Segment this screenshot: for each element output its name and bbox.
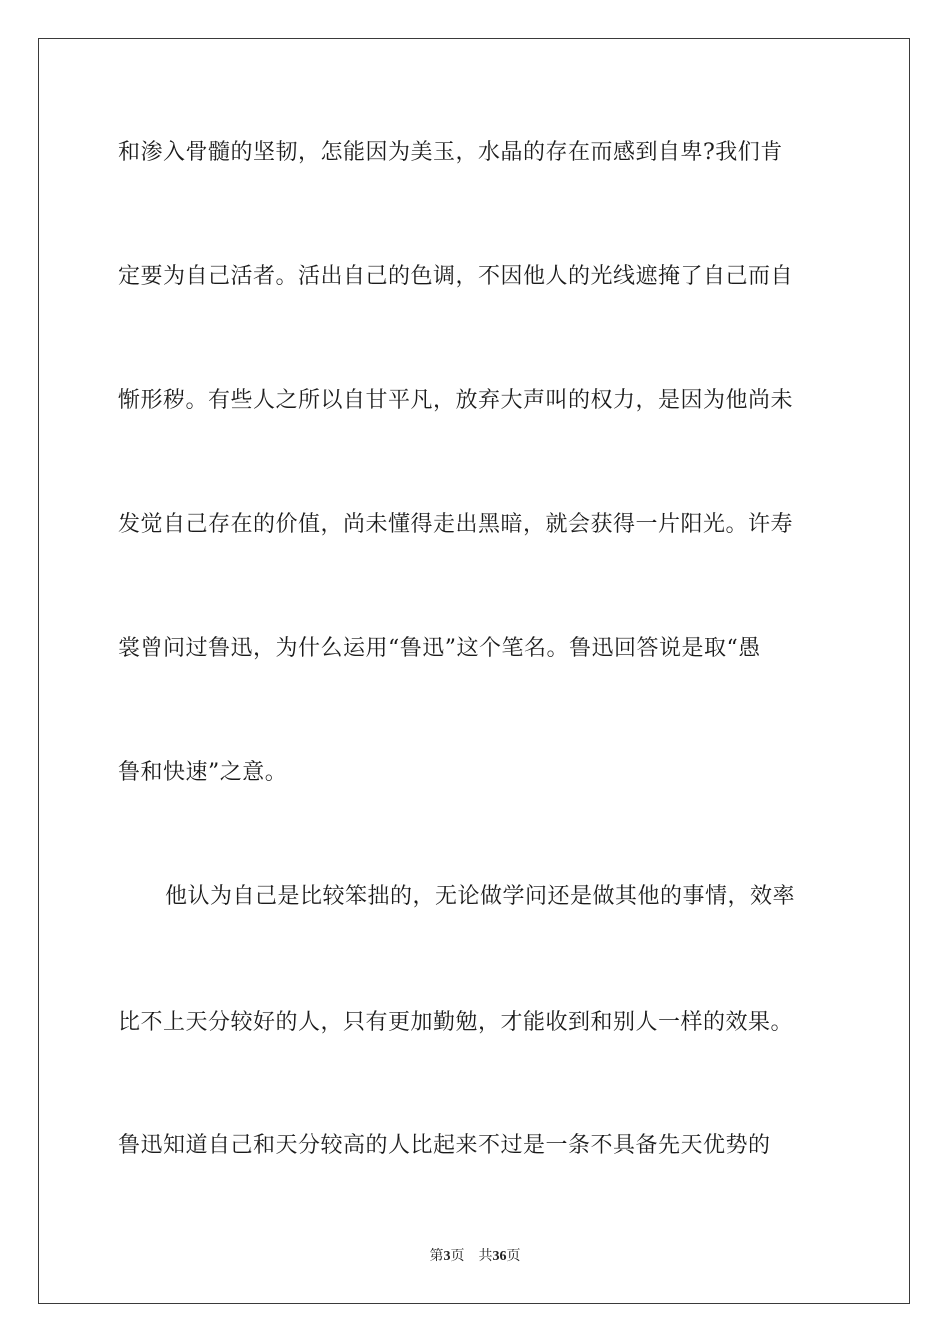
paragraph-line: 裳曾问过鲁迅，为什么运用“鲁迅”这个笔名。鲁迅回答说是取“愚: [118, 636, 761, 661]
paragraph-line: 和渗入骨髓的坚韧，怎能因为美玉，水晶的存在而感到自卑?我们肯: [118, 140, 783, 165]
paragraph-line: 惭形秽。有些人之所以自甘平凡，放弃大声叫的权力，是因为他尚未: [118, 388, 794, 413]
paragraph-line: 定要为自己活者。活出自己的色调，不因他人的光线遮掩了自己而自: [118, 264, 794, 289]
paragraph-line-indented: 他认为自己是比较笨拙的，无论做学问还是做其他的事情，效率: [165, 884, 796, 909]
paragraph-line: 发觉自己存在的价值，尚未懂得走出黑暗，就会获得一片阳光。许寿: [118, 512, 794, 537]
paragraph-line: 比不上天分较好的人，只有更加勤勉，才能收到和别人一样的效果。: [118, 1010, 794, 1035]
total-pages-label: 共36页: [478, 1248, 521, 1264]
page-number-label: 第3页: [429, 1248, 465, 1264]
page-footer: [0, 1246, 950, 1267]
page-border: [38, 38, 910, 1304]
paragraph-line: 鲁迅知道自己和天分较高的人比起来不过是一条不具备先天优势的: [118, 1133, 771, 1158]
paragraph-line: 鲁和快速”之意。: [118, 760, 288, 785]
